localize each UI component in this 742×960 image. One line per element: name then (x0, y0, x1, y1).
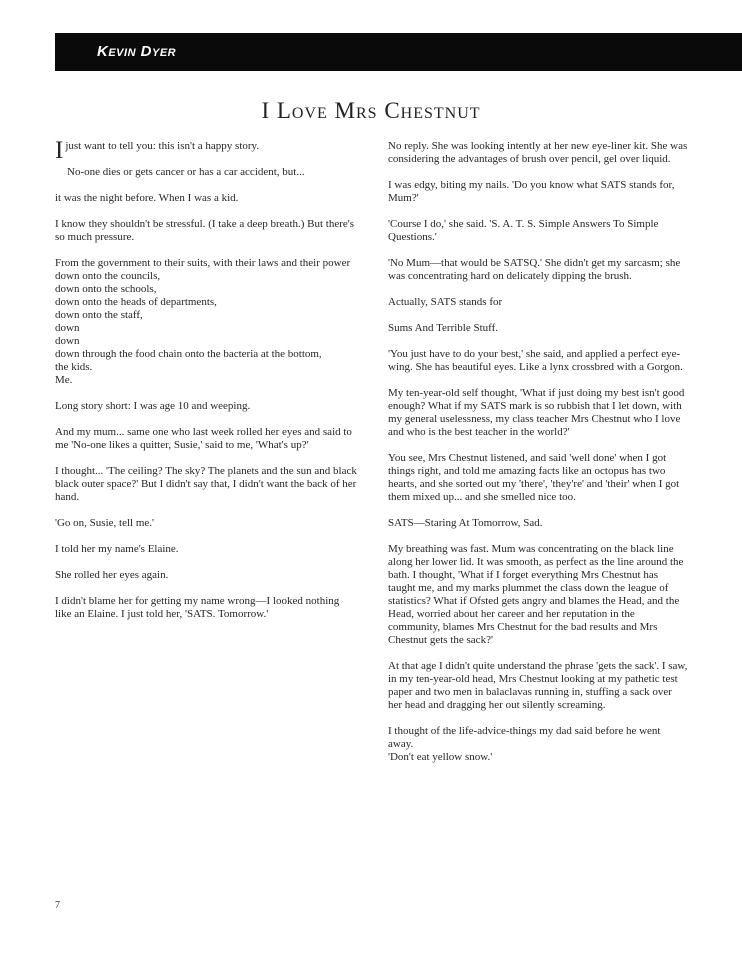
paragraph: No-one dies or gets cancer or has a car accident, but... (67, 166, 305, 178)
drop-cap: I (55, 137, 64, 164)
paragraph: I know they shouldn't be stressful. (I take a deep breath.) But there's so much pressure. (55, 218, 355, 243)
paragraph: You see, Mrs Chestnut listened, and said 'well done' when I got things right, and told me amazing facts like an octopus has two hearts, and she sorted out my 'there', 'they're' and 'their' when I got them mixed up... and she smelled nice too. (388, 452, 680, 503)
paragraph: I didn't blame her for getting my name wrong—I looked nothing like an Elaine. I just told her, 'SATS. Tomorrow.' (55, 595, 340, 620)
stanza (55, 257, 357, 387)
paragraph: And my mum... same one who last week rolled her eyes and said to me 'No-one likes a quitter, Susie,' said to me, 'What's up?' (55, 426, 352, 451)
author-name: Kevin Dyer (97, 43, 177, 60)
paragraph: No reply. She was looking intently at her new eye-liner kit. She was considering the advantages of brush over pencil, gel over liquid. (388, 140, 688, 165)
paragraph: I was edgy, biting my nails. 'Do you know what SATS stands for, Mum?' (388, 179, 675, 204)
stanza-line: down onto the councils, (55, 270, 161, 282)
paragraph: it was the night before. When I was a kid. (55, 192, 239, 204)
paragraph: I thought of the life-advice-things my dad said before he went away. (388, 725, 661, 750)
paragraph: I told her my name's Elaine. (55, 543, 179, 555)
stanza-line: the kids. (55, 361, 93, 373)
paragraph: My ten-year-old self thought, 'What if just doing my best isn't good enough? What if my SATS mark is so rubbish that I let down, with my general uselessness, my class teacher Mrs Chestnut who I love and who is the best teacher in the world?' (388, 387, 685, 438)
paragraph: 'Don't eat yellow snow.' (388, 751, 493, 763)
right-column (388, 140, 688, 777)
header-bar (55, 33, 742, 71)
paragraph: 'Course I do,' she said. 'S. A. T. S. Simple Answers To Simple Questions.' (388, 218, 659, 243)
paragraph: Actually, SATS stands for (388, 296, 503, 308)
paragraph: 'Go on, Susie, tell me.' (55, 517, 154, 529)
stanza-line: down through the food chain onto the bacteria at the bottom, (55, 348, 322, 360)
paragraph: 'You just have to do your best,' she said, and applied a perfect eye-wing. She has beautiful eyes. Like a lynx crossbred with a Gorgon. (388, 348, 683, 373)
stanza-line: down onto the schools, (55, 283, 157, 295)
paragraph (55, 137, 357, 164)
paragraph-text: just want to tell you: this isn't a happy story. (65, 140, 260, 152)
page-number: 7 (55, 900, 60, 911)
paragraph: At that age I didn't quite understand the phrase 'gets the sack'. I saw, in my ten-year-old head, Mrs Chestnut looking at my pathetic test paper and two men in balaclavas running in, stuffing a sack over her head and dragging her out silently screaming. (388, 660, 688, 711)
stanza-line: Me. (55, 374, 73, 386)
stanza-line: down (55, 335, 80, 347)
story-title: I Love Mrs Chestnut (261, 98, 481, 123)
paragraph: My breathing was fast. Mum was concentrating on the black line along her lower lid. It was smooth, as perfect as the line around the bath. I thought, 'What if I forget everything Mrs Chestnut has taught me, and my marks plummet the class down the league of statistics? What if Ofsted gets angry and blames the Head, and the Head, worried about her career and her reputation in the community, blames Mrs Chestnut for the bad results and Mrs Chestnut gets the sack?' (388, 543, 684, 646)
left-column (55, 137, 357, 634)
stanza-line: down onto the heads of departments, (55, 296, 217, 308)
paragraph: 'No Mum—that would be SATSQ.' She didn't get my sarcasm; she was concentrating hard on delicately dipping the brush. (388, 257, 681, 282)
paragraph: SATS—Staring At Tomorrow, Sad. (388, 517, 543, 529)
stanza-line: down onto the staff, (55, 309, 143, 321)
paragraph: I thought... 'The ceiling? The sky? The planets and the sun and black black outer space?' But I didn't say that, I didn't want the back of her hand. (55, 465, 357, 503)
paragraph: Long story short: I was age 10 and weeping. (55, 400, 251, 412)
paragraph: Sums And Terrible Stuff. (388, 322, 499, 334)
paragraph: She rolled her eyes again. (55, 569, 169, 581)
stanza-line: down (55, 322, 80, 334)
stanza-line: From the government to their suits, with their laws and their power (55, 257, 351, 269)
